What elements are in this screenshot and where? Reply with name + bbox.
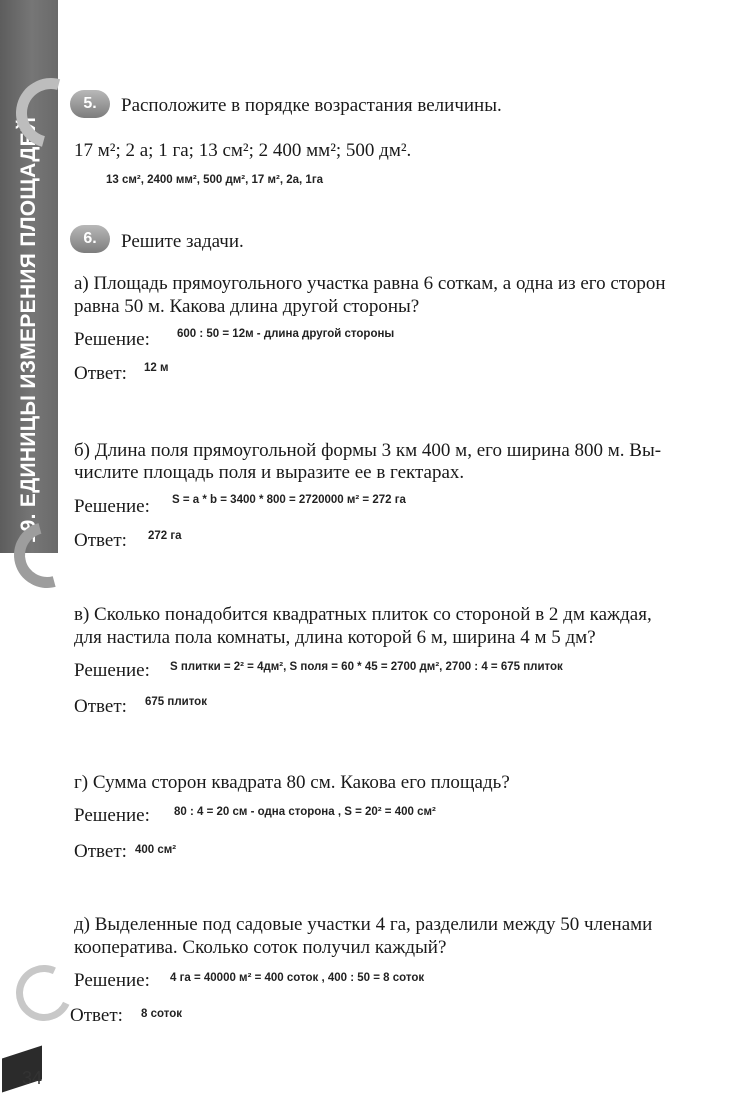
problem-v-solution: S плитки = 2² = 4дм², S поля = 60 * 45 = 2700 дм², 2700 : 4 = 675 плиток — [170, 661, 563, 673]
task-6-number-badge: 6. — [70, 225, 110, 253]
problem-d-text-line2: кооператива. Сколько соток получил каждый? — [74, 937, 447, 958]
chapter-title: 19. ЕДИНИЦЫ ИЗМЕРЕНИЯ ПЛОЩАДЕЙ — [17, 116, 40, 544]
page-number: 34 — [22, 1068, 43, 1088]
problem-d-text-line1: д) Выделенные под садовые участки 4 га, разделили между 50 членами — [74, 914, 653, 935]
problem-d-answer-label: Ответ: — [70, 1005, 123, 1026]
problem-d-solution: 4 га = 40000 м² = 400 соток , 400 : 50 = 8 соток — [170, 972, 425, 984]
task-5-number-badge: 5. — [70, 90, 110, 118]
problem-g-answer: 400 см² — [135, 844, 177, 856]
task-5-title: Расположите в порядке возрастания величины. — [121, 95, 502, 116]
problem-a-answer-label: Ответ: — [74, 363, 127, 384]
problem-v-text-line2: для настила пола комнаты, длина которой 6 м, ширина 4 м 5 дм? — [74, 627, 596, 648]
problem-g-text-line1: г) Сумма сторон квадрата 80 см. Какова его площадь? — [74, 772, 510, 793]
problem-b-text-line2: числите площадь поля и выразите ее в гектарах. — [74, 462, 465, 483]
problem-g-solution: 80 : 4 = 20 см - одна сторона , S = 20² = 400 см² — [174, 806, 436, 818]
problem-v-answer: 675 плиток — [145, 696, 207, 708]
problem-b-solution: S = a * b = 3400 * 800 = 2720000 м² = 272 га — [172, 494, 406, 506]
problem-g-answer-label: Ответ: — [74, 841, 127, 862]
problem-b-answer-label: Ответ: — [74, 530, 127, 551]
problem-d-answer: 8 соток — [141, 1008, 182, 1020]
problem-v-answer-label: Ответ: — [74, 696, 127, 717]
problem-v-text-line1: в) Сколько понадобится квадратных плиток со стороной в 2 дм каждая, — [74, 604, 652, 625]
problem-d-solution-label: Решение: — [74, 970, 150, 991]
problem-a-solution: 600 : 50 = 12м - длина другой стороны — [177, 328, 395, 340]
problem-a-text-line2: равна 50 м. Какова длина другой стороны? — [74, 296, 420, 317]
problem-a-text-line1: а) Площадь прямоугольного участка равна 6 соткам, а одна из его сторон — [74, 273, 666, 294]
task-5-values: 17 м²; 2 а; 1 га; 13 см²; 2 400 мм²; 500 дм². — [74, 140, 412, 161]
problem-v-solution-label: Решение: — [74, 660, 150, 681]
task-5-answer: 13 см², 2400 мм², 500 дм², 17 м², 2а, 1га — [106, 174, 324, 186]
task-6-title: Решите задачи. — [121, 231, 244, 252]
problem-b-answer: 272 га — [148, 530, 182, 542]
problem-b-solution-label: Решение: — [74, 496, 150, 517]
problem-a-answer: 12 м — [144, 362, 169, 374]
problem-b-text-line1: б) Длина поля прямоугольной формы 3 км 400 м, его ширина 800 м. Вы- — [74, 440, 662, 461]
problem-a-solution-label: Решение: — [74, 329, 150, 350]
problem-g-solution-label: Решение: — [74, 805, 150, 826]
